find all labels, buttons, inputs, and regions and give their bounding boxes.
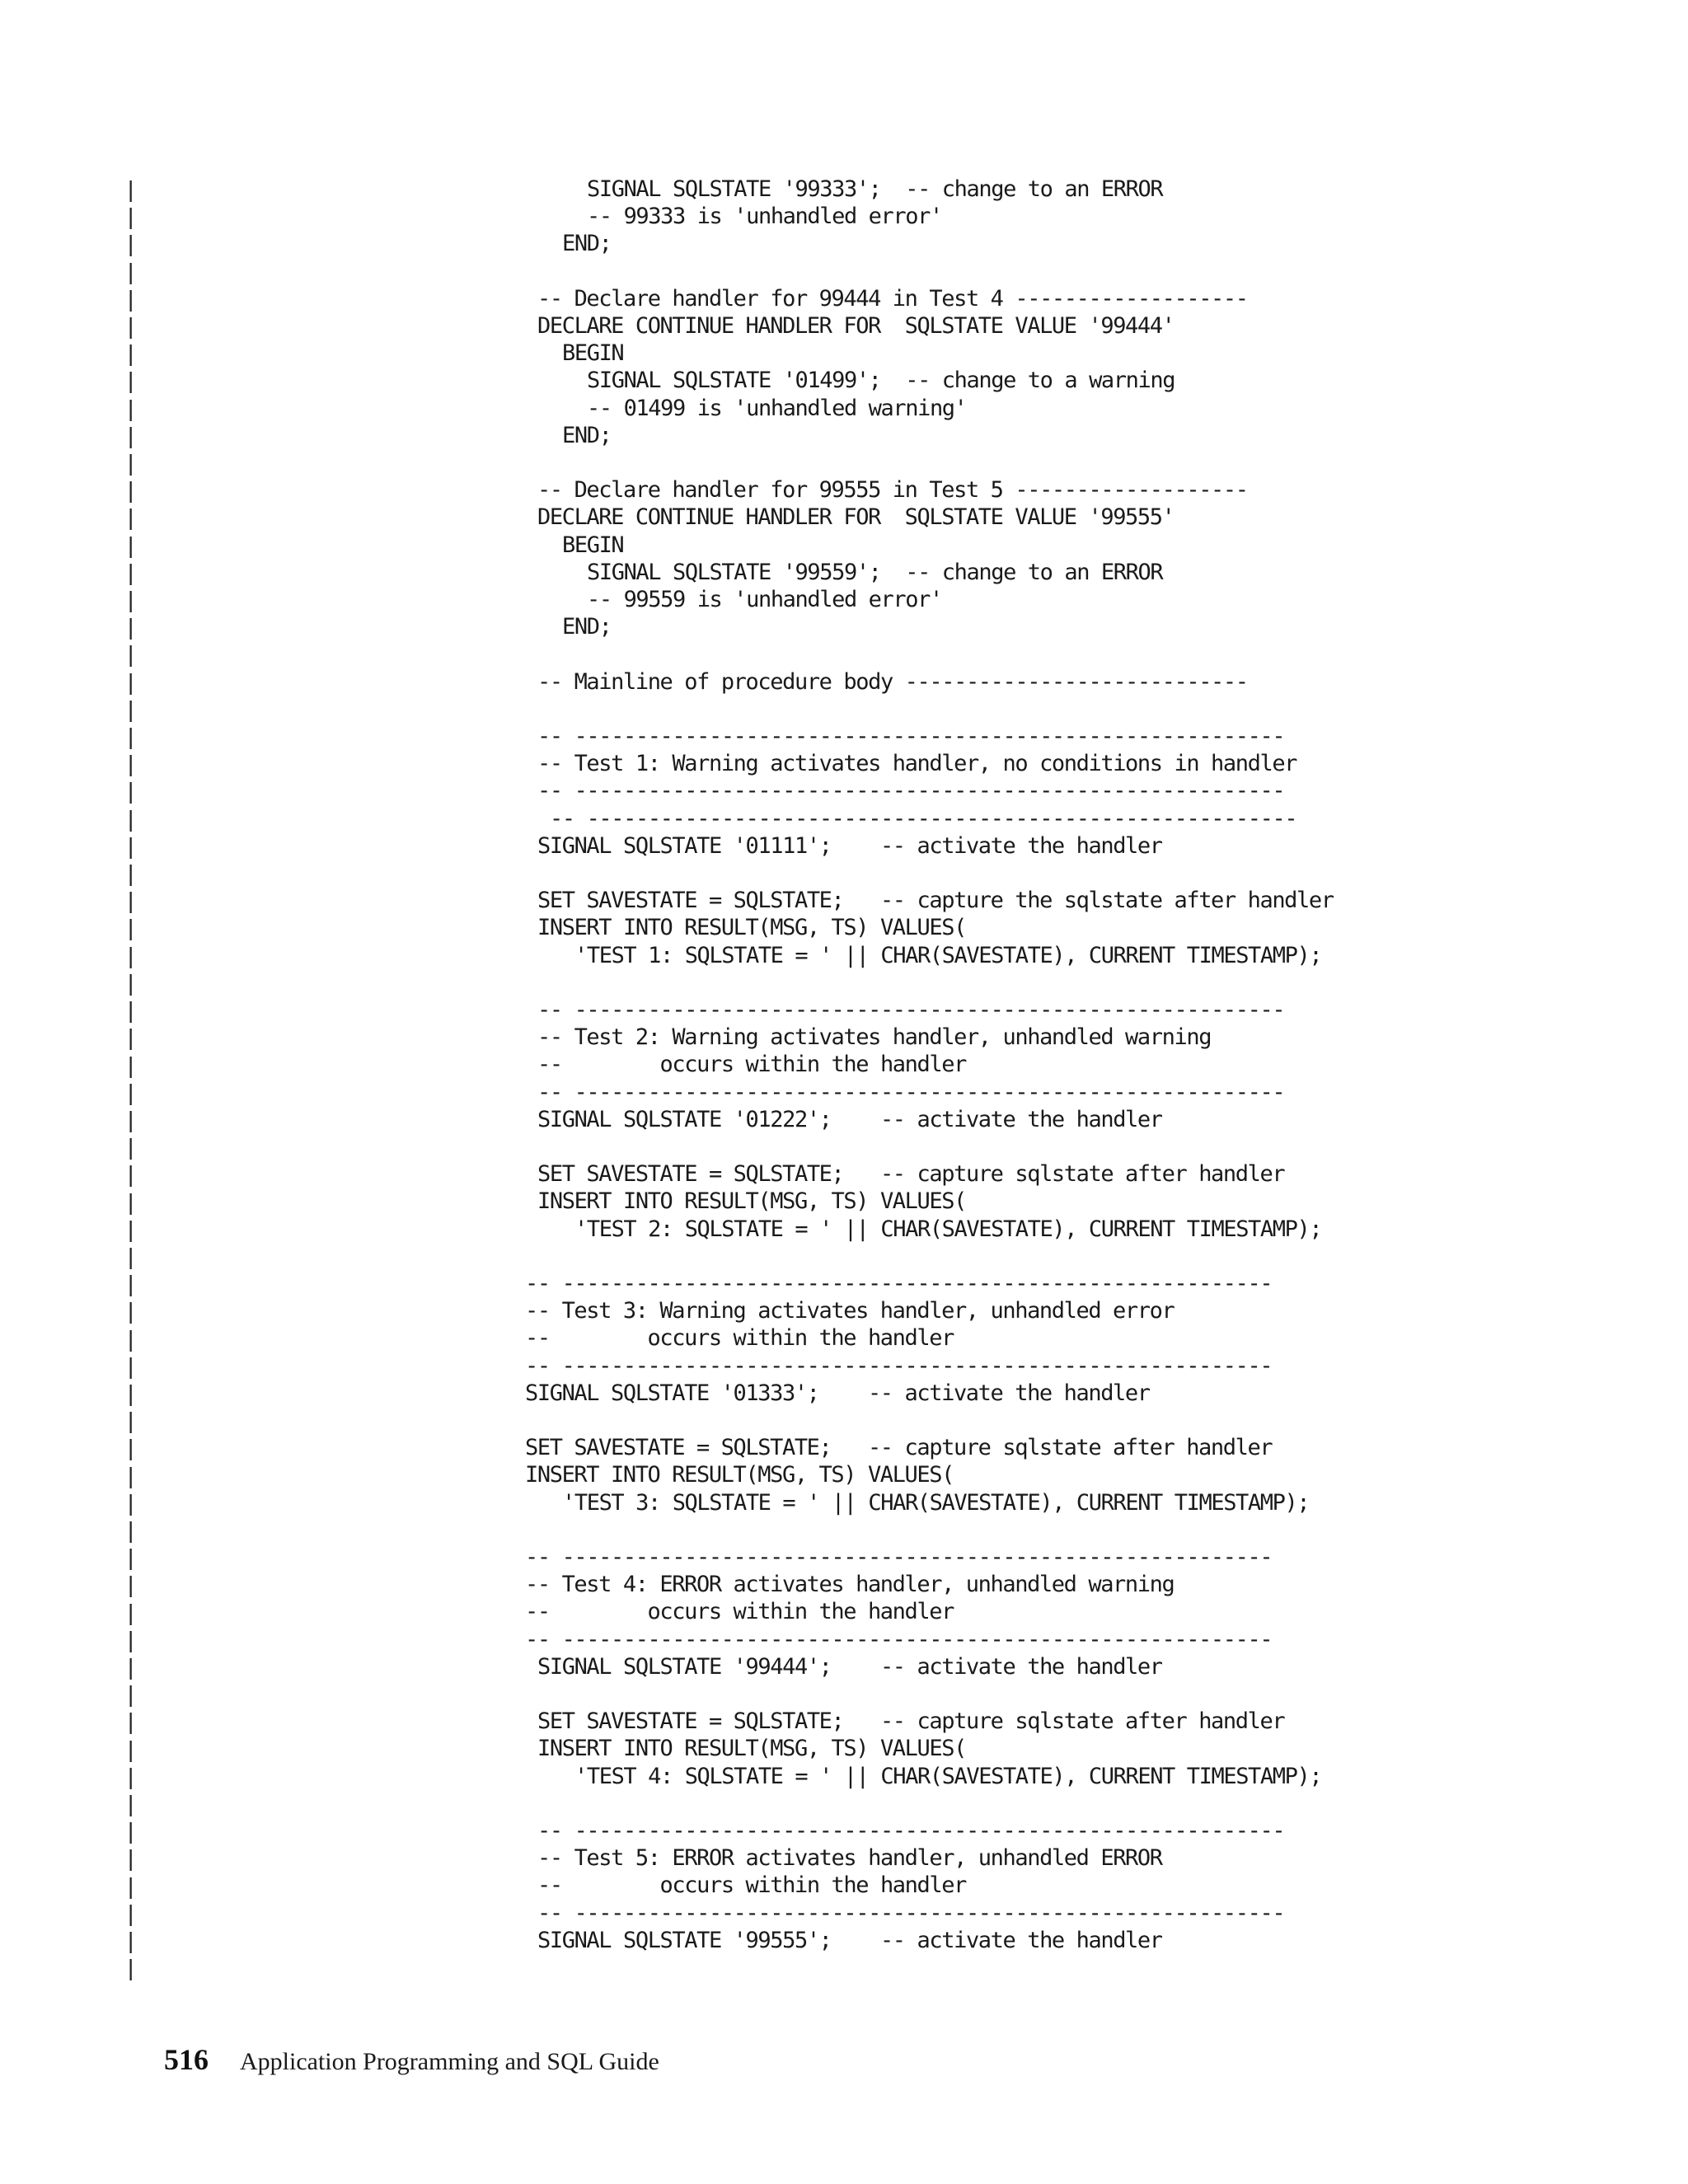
code-line: -- ----------------------------------------------------------	[537, 997, 1285, 1023]
code-line: DECLARE CONTINUE HANDLER FOR SQLSTATE VALUE '99555'	[537, 504, 1175, 531]
code-line: -- ----------------------------------------------------------	[550, 805, 1297, 832]
change-bars: | | | | | | | | | | | | | | | | | | | | | | | | | | | | | | | | | | | | | | | | | | | | | | | | | | | | | | | | | | | | | | | | | |	[128, 176, 134, 1981]
code-line: SIGNAL SQLSTATE '99444'; -- activate the handler	[537, 1653, 1162, 1680]
book-title: Application Programming and SQL Guide	[240, 2048, 659, 2075]
code-line: -- ----------------------------------------------------------	[537, 1818, 1285, 1844]
code-line: INSERT INTO RESULT(MSG, TS) VALUES(	[537, 1736, 966, 1762]
code-line: END;	[562, 614, 612, 640]
code-line: SET SAVESTATE = SQLSTATE; -- capture the sqlstate after handler	[537, 888, 1334, 914]
code-line: INSERT INTO RESULT(MSG, TS) VALUES(	[537, 1188, 966, 1215]
code-line: SIGNAL SQLSTATE '99333'; -- change to an ERROR	[587, 176, 1163, 202]
code-line: -- ----------------------------------------------------------	[525, 1626, 1273, 1652]
code-line: -- Test 5: ERROR activates handler, unhandled ERROR	[537, 1845, 1162, 1872]
page-footer	[164, 2042, 659, 2083]
code-line: SIGNAL SQLSTATE '01499'; -- change to a warning	[587, 368, 1175, 394]
code-line: BEGIN	[562, 340, 624, 367]
code-line: -- 99559 is 'unhandled error'	[587, 587, 942, 612]
code-line: -- 01499 is 'unhandled warning'	[587, 395, 967, 421]
code-line: -- Test 1: Warning activates handler, no conditions in handler	[537, 751, 1297, 777]
code-line: -- ----------------------------------------------------------	[525, 1352, 1273, 1379]
code-line: -- Test 3: Warning activates handler, unhandled error	[525, 1298, 1175, 1324]
code-line: -- occurs within the handler	[525, 1599, 954, 1625]
code-line: -- occurs within the handler	[537, 1872, 966, 1899]
code-line: END;	[562, 231, 612, 257]
code-line: -- ----------------------------------------------------------	[537, 1079, 1285, 1105]
code-line: 'TEST 4: SQLSTATE = ' || CHAR(SAVESTATE), CURRENT TIMESTAMP);	[574, 1763, 1322, 1789]
code-line: BEGIN	[562, 532, 624, 558]
code-line: -- Declare handler for 99555 in Test 5 -------------------	[537, 477, 1248, 504]
code-line: -- ----------------------------------------------------------	[525, 1544, 1273, 1570]
code-line: SIGNAL SQLSTATE '99559'; -- change to an ERROR	[587, 559, 1163, 585]
code-line: -- occurs within the handler	[525, 1325, 954, 1352]
code-line: -- Declare handler for 99444 in Test 4 -------------------	[537, 285, 1248, 312]
page-number: 516	[164, 2043, 209, 2076]
code-line: SET SAVESTATE = SQLSTATE; -- capture sqlstate after handler	[525, 1435, 1273, 1461]
code-line: -- Mainline of procedure body ----------------------------	[537, 668, 1248, 695]
code-line: -- occurs within the handler	[537, 1052, 966, 1078]
code-line: -- ----------------------------------------------------------	[537, 1900, 1285, 1926]
code-line: -- ----------------------------------------------------------	[537, 778, 1285, 804]
code-line: SIGNAL SQLSTATE '99555'; -- activate the handler	[537, 1927, 1162, 1953]
code-line: SET SAVESTATE = SQLSTATE; -- capture sqlstate after handler	[537, 1708, 1285, 1735]
code-line: SET SAVESTATE = SQLSTATE; -- capture sqlstate after handler	[537, 1161, 1285, 1188]
code-line: INSERT INTO RESULT(MSG, TS) VALUES(	[537, 915, 966, 941]
code-line: -- ----------------------------------------------------------	[525, 1271, 1273, 1296]
code-line: -- ----------------------------------------------------------	[537, 724, 1285, 749]
code-line: SIGNAL SQLSTATE '01333'; -- activate the handler	[525, 1380, 1150, 1406]
code-line: DECLARE CONTINUE HANDLER FOR SQLSTATE VALUE '99444'	[537, 313, 1175, 339]
code-line: -- Test 2: Warning activates handler, unhandled warning	[537, 1024, 1212, 1051]
code-line: SIGNAL SQLSTATE '01222'; -- activate the handler	[537, 1106, 1162, 1132]
code-line: END;	[562, 422, 612, 448]
code-line: -- Test 4: ERROR activates handler, unhandled warning	[525, 1572, 1175, 1598]
code-block	[0, 176, 1688, 1989]
code-line: INSERT INTO RESULT(MSG, TS) VALUES(	[525, 1462, 954, 1488]
code-line: SIGNAL SQLSTATE '01111'; -- activate the handler	[537, 832, 1162, 859]
code-line: 'TEST 3: SQLSTATE = ' || CHAR(SAVESTATE), CURRENT TIMESTAMP);	[562, 1489, 1310, 1516]
code-line: 'TEST 1: SQLSTATE = ' || CHAR(SAVESTATE), CURRENT TIMESTAMP);	[574, 942, 1322, 968]
code-line: -- 99333 is 'unhandled error'	[587, 204, 942, 230]
code-line: 'TEST 2: SQLSTATE = ' || CHAR(SAVESTATE), CURRENT TIMESTAMP);	[574, 1216, 1322, 1242]
